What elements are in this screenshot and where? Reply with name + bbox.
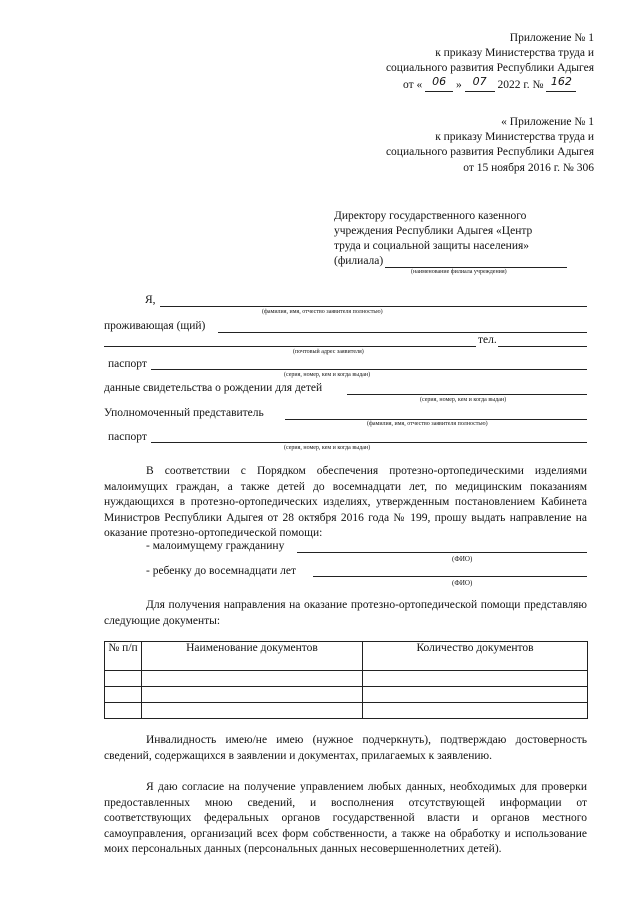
col-num-header: № п/п — [105, 642, 142, 671]
consent-text: Я даю согласие на получение управлением любых данных, необходимых для проверки предоставленных мною сведений, и восполнения отсутствующей информации от соответствующих федеральных органов государственной власти и органов местного самоуправления, организаций всех форм собственности, а также на обработку и использование моих персональных данных (персональных данных несовершеннолетних детей). — [104, 781, 587, 856]
documents-intro — [104, 598, 587, 629]
table-header-row — [105, 642, 588, 671]
date-number-field — [546, 75, 576, 92]
date-prefix: от « — [403, 79, 423, 91]
representative-label: Уполномоченный представитель — [104, 407, 264, 419]
date-month-field — [465, 75, 495, 92]
header2-line2: к приказу Министерства труда и — [435, 131, 594, 143]
col-count-header: Количество документов — [363, 642, 588, 671]
table-row — [105, 703, 588, 719]
table-cell[interactable] — [363, 703, 588, 719]
fio-caption-1: (ФИО) — [452, 555, 473, 563]
tel-label: тел. — [478, 334, 497, 346]
addressee-line2: учреждения Республики Адыгея «Центр — [334, 225, 533, 237]
header2-line1: « Приложение № 1 — [501, 116, 594, 128]
address-caption: (почтовый адрес заявителя) — [293, 349, 364, 355]
birth-cert-line[interactable] — [347, 394, 587, 395]
passport2-caption: (серия, номер, кем и когда выдан) — [284, 445, 371, 451]
table-row — [105, 671, 588, 687]
fio-caption-2: (ФИО) — [452, 579, 473, 587]
table-row — [105, 687, 588, 703]
request-paragraph — [104, 464, 587, 542]
header2-line4: от 15 ноября 2016 г. № 306 — [463, 162, 594, 174]
address-line-2[interactable] — [104, 346, 476, 347]
birth-cert-label: данные свидетельства о рождении для детей — [104, 382, 323, 394]
passport-line[interactable] — [151, 369, 587, 370]
table-cell[interactable] — [142, 687, 363, 703]
passport-label: паспорт — [108, 358, 147, 370]
header1-line2: к приказу Министерства труда и — [435, 47, 594, 59]
documents-intro-text: Для получения направления на оказание протезно-ортопедической помощи представляю следующие документы: — [104, 599, 587, 627]
header1-date-row — [403, 75, 576, 92]
applicant-name-line[interactable] — [160, 306, 587, 307]
table-cell[interactable] — [142, 703, 363, 719]
branch-caption: (наименование филиала учреждения) — [411, 269, 507, 275]
table-cell[interactable] — [105, 687, 142, 703]
header1-line1: Приложение № 1 — [509, 32, 594, 44]
table-cell[interactable] — [363, 687, 588, 703]
addressee-line1: Директору государственного казенного — [334, 210, 527, 222]
date-number: 162 — [550, 75, 572, 88]
date-day-field — [425, 75, 453, 92]
residing-label: проживающая (щий) — [104, 320, 206, 332]
documents-table — [104, 641, 588, 719]
passport2-line[interactable] — [151, 442, 587, 443]
option-child-line[interactable] — [313, 576, 587, 577]
option-low-income-line[interactable] — [297, 552, 587, 553]
date-suffix: 2022 г. № — [497, 79, 544, 91]
passport2-label: паспорт — [108, 431, 147, 443]
date-mid: » — [456, 79, 462, 91]
addressee-line3: труда и социальной защиты населения» — [334, 240, 530, 252]
table-cell[interactable] — [363, 671, 588, 687]
applicant-label: Я, — [145, 294, 156, 306]
request-text: В соответствии с Порядком обеспечения протезно-ортопедическими изделиями малоимущих граждан, а также детей до восемнадцати лет, по медицинским показаниям нуждающихся в протезно-ортопедических изделиях, утвержденным постановлением Кабинета Министров Республики Адыгея от 28 октября 2016 года № 199, прошу выдать направление на оказание протезно-ортопедической помощи: — [104, 465, 587, 540]
consent-paragraph — [104, 780, 587, 858]
table-cell[interactable] — [105, 703, 142, 719]
applicant-caption: (фамилия, имя, отчество заявителя полностью) — [262, 309, 383, 315]
table-cell[interactable] — [105, 671, 142, 687]
option-child-label: - ребенку до восемнадцати лет — [146, 565, 297, 577]
header1-line3: социального развития Республики Адыгея — [385, 62, 594, 74]
representative-line[interactable] — [285, 419, 587, 420]
representative-caption: (фамилия, имя, отчество заявителя полностью) — [367, 421, 488, 427]
passport-caption: (серия, номер, кем и когда выдан) — [284, 372, 371, 378]
date-month: 07 — [472, 75, 487, 88]
table-cell[interactable] — [142, 671, 363, 687]
option-low-income-label: - малоимущему гражданину — [146, 540, 285, 552]
col-name-header: Наименование документов — [142, 642, 363, 671]
tel-line[interactable] — [498, 346, 587, 347]
branch-input-line[interactable] — [385, 267, 567, 268]
disability-text: Инвалидность имею/не имею (нужное подчеркнуть), подтверждаю достоверность сведений, содержащихся в заявлении и документах, прилагаемых к заявлению. — [104, 734, 587, 762]
header2-line3: социального развития Республики Адыгея — [385, 146, 594, 158]
residing-line[interactable] — [218, 332, 587, 333]
disability-paragraph — [104, 733, 587, 764]
birth-cert-caption: (серия, номер, кем и когда выдан) — [420, 397, 507, 403]
addressee-branch-label: (филиала) — [334, 255, 384, 267]
date-day: 06 — [432, 75, 447, 88]
